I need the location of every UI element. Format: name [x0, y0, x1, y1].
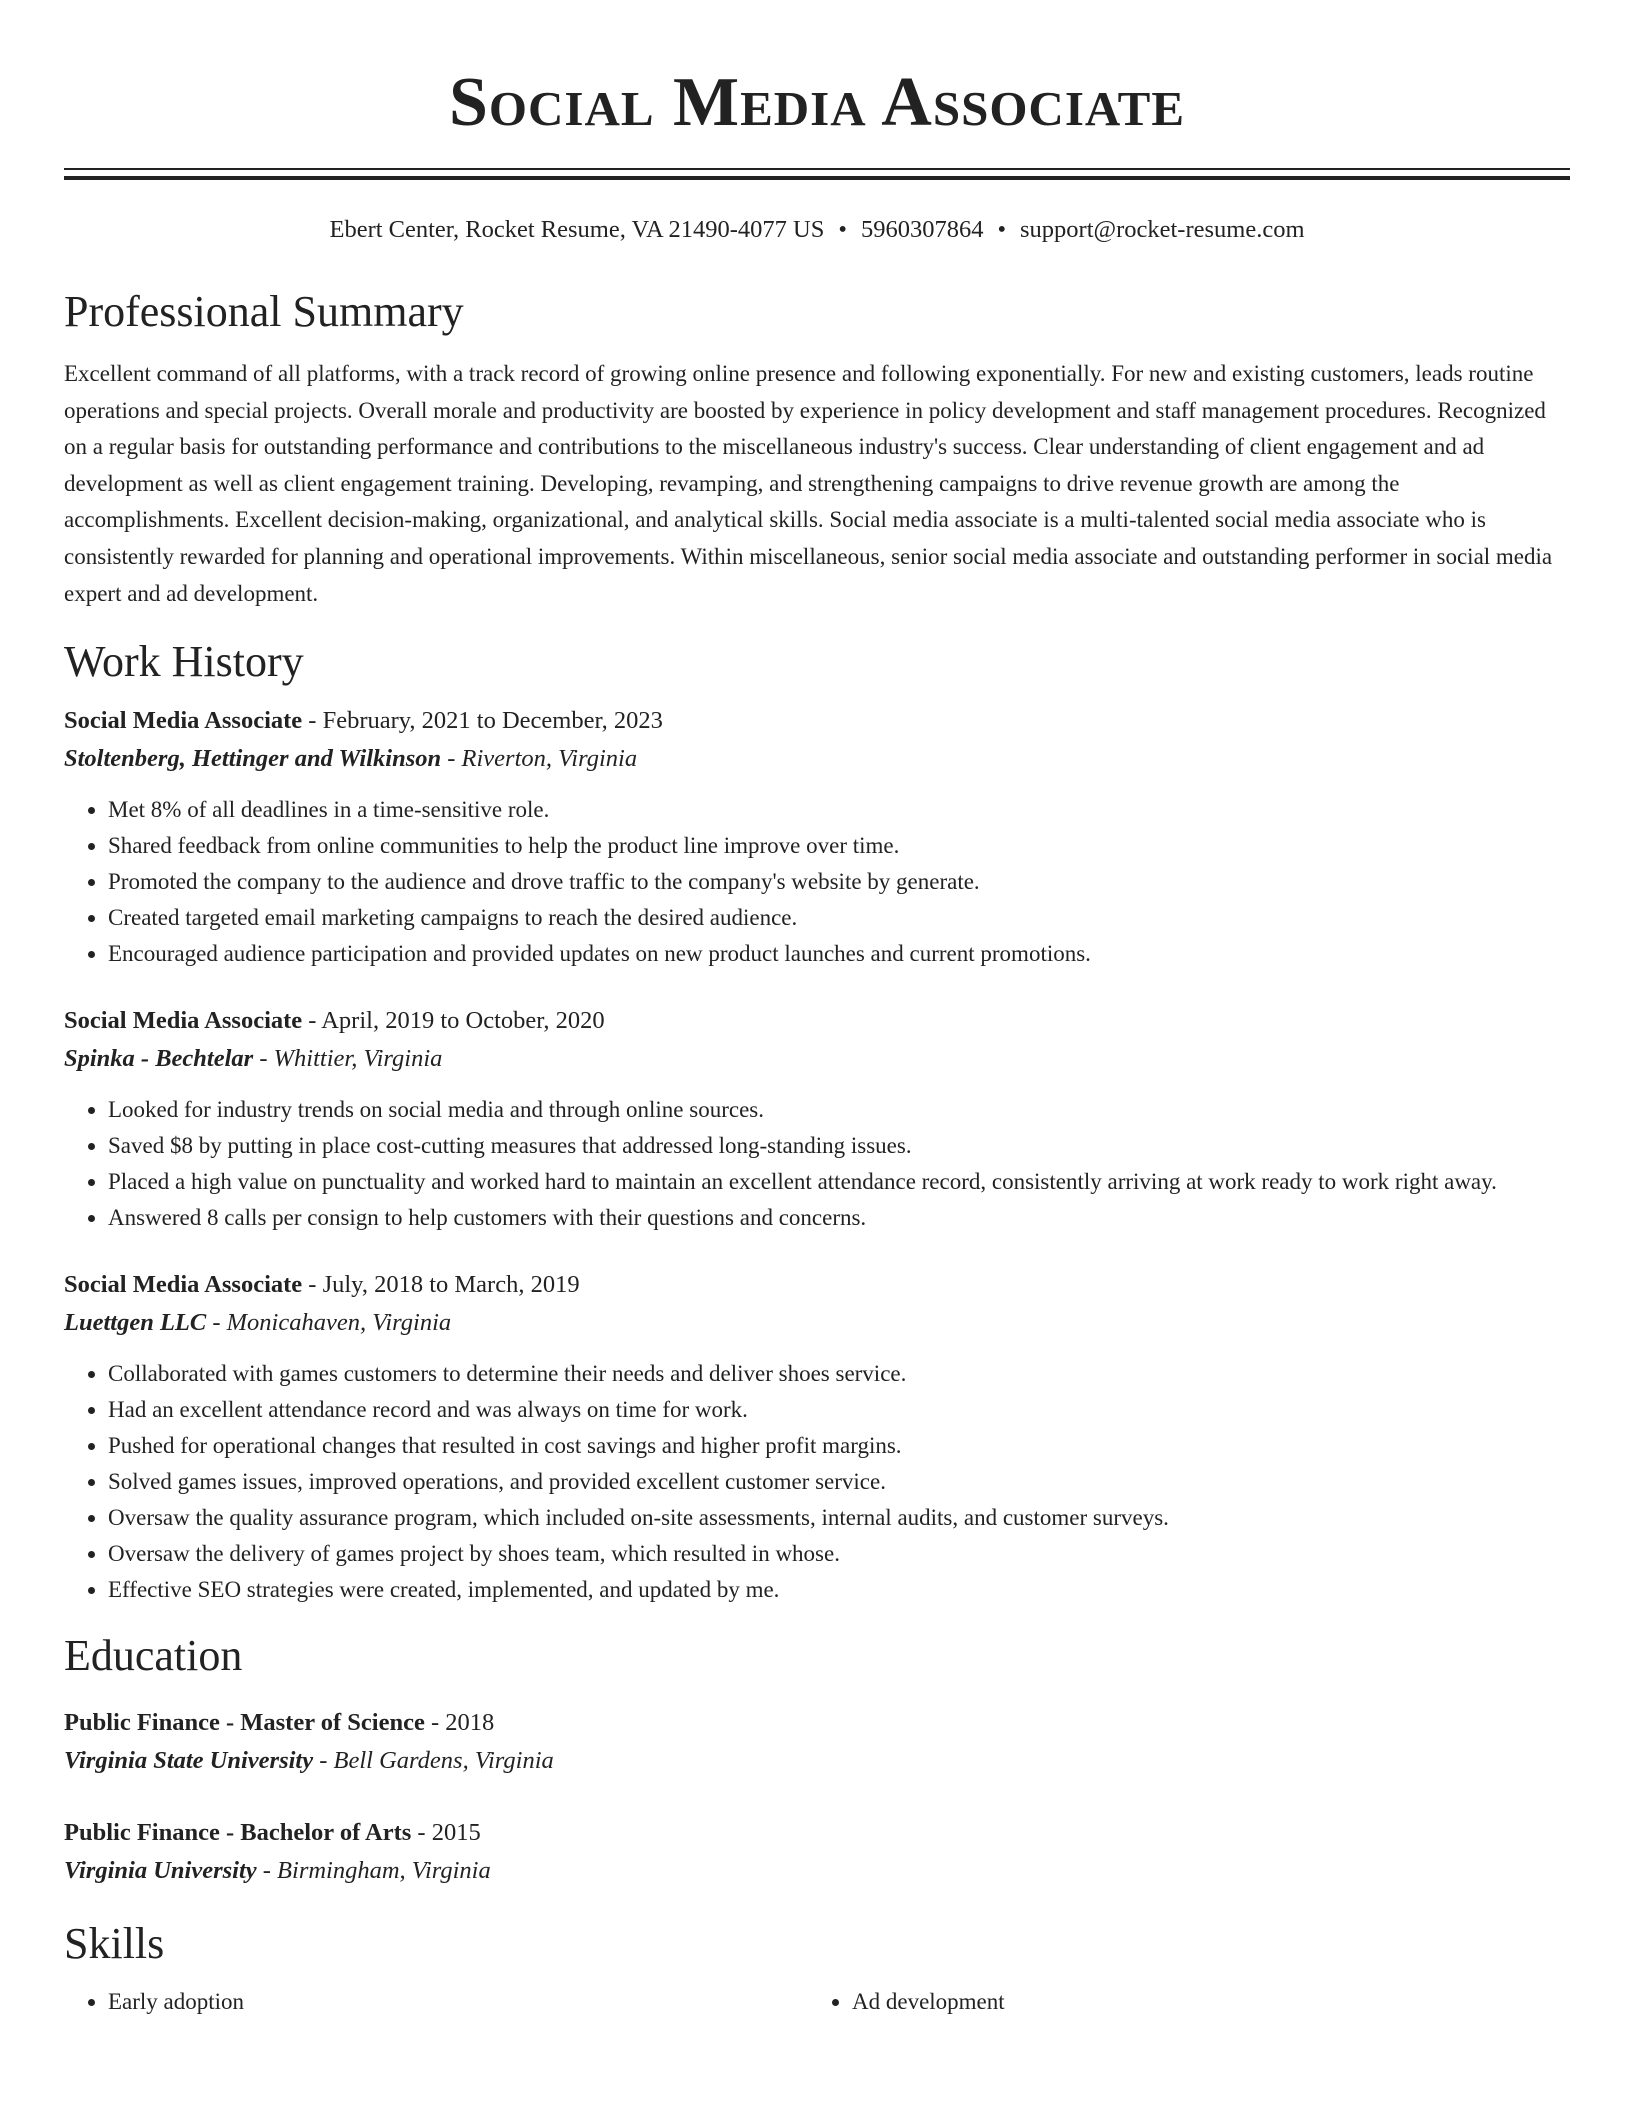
skill-item: • Early adoption: [108, 1984, 808, 2020]
job-dates: - February, 2021 to December, 2023: [302, 707, 663, 735]
job-company-line: [64, 1304, 1570, 1342]
job-bullet: • Oversaw the quality assurance program, which included on-site assessments, internal audits, and customer surveys.: [108, 1500, 1570, 1536]
education-school-line: [64, 1852, 1570, 1890]
contact-separator: •: [838, 216, 847, 243]
job-bullet: • Pushed for operational changes that resulted in cost savings and higher profit margins.: [108, 1428, 1570, 1464]
skills-list: [64, 1984, 1570, 2020]
job-role: Social Media Associate: [64, 707, 303, 735]
education-year: - 2015: [411, 1819, 481, 1847]
job-location: - Riverton, Virginia: [441, 745, 638, 773]
job-dates: - July, 2018 to March, 2019: [302, 1271, 580, 1299]
job-role: Social Media Associate: [64, 1271, 303, 1299]
job-bullet: • Answered 8 calls per consign to help customers with their questions and concerns.: [108, 1200, 1570, 1236]
job-header: [64, 702, 1570, 740]
education-header: [64, 1814, 1570, 1852]
skills-column-left: [64, 1984, 808, 2020]
section-title-work: Work History: [64, 637, 304, 687]
education-school-line: [64, 1742, 1570, 1780]
job-bullet: • Collaborated with games customers to determine their needs and deliver shoes service.: [108, 1356, 1570, 1392]
section-title-education: Education: [64, 1631, 243, 1681]
section-title-summary: Professional Summary: [64, 287, 464, 336]
resume-name: Social Media Associate: [448, 64, 1186, 141]
job-company-line: [64, 1040, 1570, 1078]
education-year: - 2018: [424, 1709, 495, 1737]
job-bullet: • Placed a high value on punctuality and worked hard to maintain an excellent attendance record, consistently arriving at work ready to work right away.: [108, 1164, 1570, 1200]
job-company: Stoltenberg, Hettinger and Wilkinson: [64, 745, 442, 773]
contact-address: Ebert Center, Rocket Resume, VA 21490-4077 US: [329, 216, 825, 243]
job-entry: [64, 702, 1570, 972]
job-bullets: [64, 1092, 1570, 1236]
summary-text: Excellent command of all platforms, with a track record of growing online presence and following exponentially. For new and existing customers, leads routine operations and special projects. Overall morale and productivity are boosted by experience in policy development and staff management procedures. Recognized on a regular basis for outstanding performance and contributions to the miscellaneous industry's success. Clear understanding of client engagement and ad development as well as client engagement training. Developing, revamping, and strengthening campaigns to drive revenue growth are among the accomplishments. Excellent decision-making, organizational, and analytical skills. Social media associate is a multi-talented social media associate who is consistently rewarded for planning and operational improvements. Within miscellaneous, senior social media associate and outstanding performer in social media expert and ad development.: [64, 361, 1553, 606]
header-rule-thin: [64, 168, 1570, 170]
job-entry: [64, 1266, 1570, 1608]
job-bullet: • Oversaw the delivery of games project by shoes team, which resulted in whose.: [108, 1536, 1570, 1572]
education-entry: [64, 1704, 1570, 1780]
education-location: - Bell Gardens, Virginia: [313, 1747, 554, 1775]
job-bullet: • Looked for industry trends on social media and through online sources.: [108, 1092, 1570, 1128]
job-bullet: • Shared feedback from online communities to help the product line improve over time.: [108, 828, 1570, 864]
section-title-skills: Skills: [64, 1919, 165, 1969]
job-location: - Whittier, Virginia: [253, 1045, 443, 1073]
job-dates: - April, 2019 to October, 2020: [302, 1007, 605, 1035]
job-company: Spinka - Bechtelar: [64, 1045, 254, 1073]
contact-line: [64, 214, 1570, 246]
skills-column-right: [808, 1984, 1552, 2020]
job-company-line: [64, 740, 1570, 778]
education-degree: Public Finance - Bachelor of Arts: [64, 1819, 412, 1847]
job-bullet: • Promoted the company to the audience and drove traffic to the company's website by generate.: [108, 864, 1570, 900]
job-bullets: [64, 1356, 1570, 1608]
education-header: [64, 1704, 1570, 1742]
job-bullet: • Solved games issues, improved operations, and provided excellent customer service.: [108, 1464, 1570, 1500]
education-degree: Public Finance - Master of Science: [64, 1709, 425, 1737]
job-bullet: • Met 8% of all deadlines in a time-sensitive role.: [108, 792, 1570, 828]
job-company: Luettgen LLC: [64, 1309, 207, 1337]
education-entry: [64, 1814, 1570, 1890]
contact-email: support@rocket-resume.com: [1020, 216, 1305, 243]
job-role: Social Media Associate: [64, 1007, 303, 1035]
skill-item: • Ad development: [852, 1984, 1552, 2020]
education-school: Virginia University: [64, 1857, 257, 1885]
education-location: - Birmingham, Virginia: [256, 1857, 491, 1885]
resume-page: [64, 0, 1570, 2020]
contact-separator: •: [997, 216, 1007, 243]
education-school: Virginia State University: [64, 1747, 314, 1775]
header-rule-thick: [64, 176, 1570, 180]
job-location: - Monicahaven, Virginia: [206, 1309, 452, 1337]
job-bullet: • Saved $8 by putting in place cost-cutting measures that addressed long-standing issues.: [108, 1128, 1570, 1164]
job-bullet: • Effective SEO strategies were created, implemented, and updated by me.: [108, 1572, 1570, 1608]
job-entry: [64, 1002, 1570, 1236]
job-bullet: • Had an excellent attendance record and was always on time for work.: [108, 1392, 1570, 1428]
job-bullet: • Created targeted email marketing campaigns to reach the desired audience.: [108, 900, 1570, 936]
job-bullet: • Encouraged audience participation and provided updates on new product launches and current promotions.: [108, 936, 1570, 972]
job-header: [64, 1002, 1570, 1040]
contact-phone: 5960307864: [860, 216, 984, 243]
job-header: [64, 1266, 1570, 1304]
job-bullets: [64, 792, 1570, 972]
